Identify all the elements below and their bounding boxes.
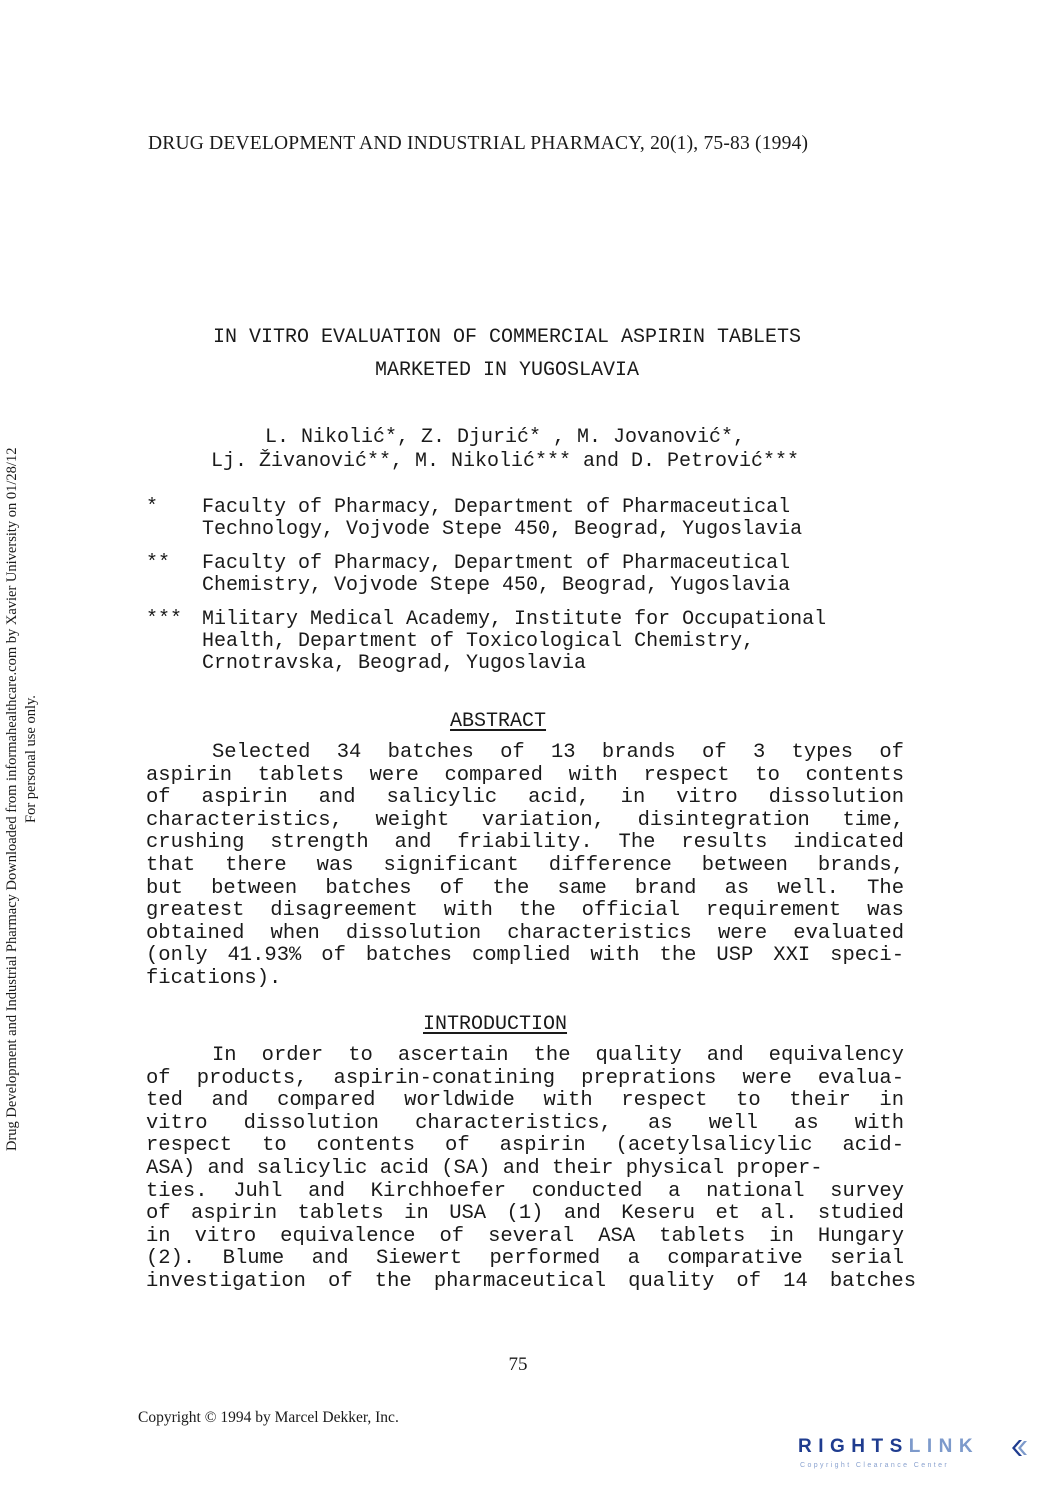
introduction-line: ASA) and salicylic acid (SA) and their physical proper-	[146, 1156, 823, 1180]
authors-line-1: L. Nikolić*, Z. Djurić* , M. Jovanović*,	[264, 426, 746, 449]
journal-header: DRUG DEVELOPMENT AND INDUSTRIAL PHARMACY, 20(1), 75-83 (1994)	[148, 133, 809, 154]
rightslink-subtitle: Copyright Clearance Center	[800, 1462, 950, 1469]
page-number: 75	[508, 1354, 528, 1375]
abstract-line: but between batches of the same brand as well. The	[146, 876, 904, 900]
download-notice: Drug Development and Industrial Pharmacy Downloaded from informahealthcare.com by Xavier University on 01/28/12	[4, 447, 20, 1151]
introduction-line: of aspirin tablets in USA (1) and Keseru et al. studied	[146, 1202, 904, 1226]
affiliation-line: Faculty of Pharmacy, Department of Pharmaceutical	[202, 552, 791, 575]
introduction-line: in vitro equivalence of several ASA tablets in Hungary	[146, 1224, 904, 1248]
abstract-line: obtained when dissolution characteristics were evaluated	[146, 921, 904, 945]
rightslink-logo[interactable]	[798, 1436, 1030, 1476]
introduction-line: (2). Blume and Siewert performed a comparative serial	[146, 1247, 904, 1271]
abstract-line: of aspirin and salicylic acid, in vitro dissolution	[146, 786, 904, 810]
affiliation-mark: *	[146, 496, 159, 519]
rightslink-link-text: LINK	[908, 1436, 980, 1457]
introduction-line: In order to ascertain the quality and equivalency	[212, 1044, 904, 1067]
affiliation-line: Technology, Vojvode Stepe 450, Beograd, Yugoslavia	[202, 518, 803, 541]
affiliation-line: Crnotravska, Beograd, Yugoslavia	[202, 652, 587, 675]
affiliation-mark: ***	[146, 608, 183, 631]
introduction-line: vitro dissolution characteristics, as well as with	[146, 1111, 904, 1135]
abstract-line: fications).	[146, 966, 282, 990]
rightslink-rights-text: RIGHTS	[798, 1436, 909, 1457]
authors-line-2: Lj. Živanović**, M. Nikolić*** and D. Petrović***	[210, 450, 800, 473]
abstract-body	[146, 742, 904, 991]
affiliation-line: Faculty of Pharmacy, Department of Pharmaceutical	[202, 496, 791, 519]
abstract-line: crushing strength and friability. The results indicated	[146, 831, 904, 855]
affiliation-line: Health, Department of Toxicological Chemistry,	[202, 630, 755, 653]
article-title-line-1: IN VITRO EVALUATION OF COMMERCIAL ASPIRIN TABLETS	[212, 326, 802, 349]
abstract-heading: ABSTRACT	[450, 710, 547, 733]
abstract-line: greatest disagreement with the official requirement was	[146, 899, 904, 923]
article-title-line-2: MARKETED IN YUGOSLAVIA	[374, 359, 640, 382]
abstract-line: characteristics, weight variation, disintegration time,	[146, 808, 904, 832]
introduction-line: respect to contents of aspirin (acetylsalicylic acid-	[146, 1134, 904, 1158]
introduction-body	[146, 1044, 916, 1294]
affiliation-mark: **	[146, 552, 171, 575]
introduction-line: of products, aspirin-conatining preprations were evalua-	[146, 1066, 904, 1090]
abstract-line: Selected 34 batches of 13 brands of 3 types of	[212, 741, 904, 764]
copyright-notice: Copyright © 1994 by Marcel Dekker, Inc.	[138, 1409, 399, 1426]
personal-use-notice: For personal use only.	[23, 695, 39, 823]
abstract-line: that there was significant difference between brands,	[146, 853, 904, 877]
introduction-line: ted and compared worldwide with respect to their in	[146, 1089, 904, 1113]
introduction-line: investigation of the pharmaceutical quality of 14 batches	[146, 1269, 916, 1293]
affiliation-line: Chemistry, Vojvode Stepe 450, Beograd, Yugoslavia	[202, 574, 791, 597]
affiliation-line: Military Medical Academy, Institute for Occupational	[202, 608, 827, 631]
rightslink-wordmark	[798, 1436, 979, 1458]
rightslink-arrow-icon	[1010, 1438, 1028, 1458]
abstract-line: (only 41.93% of batches complied with the USP XXI speci-	[146, 944, 904, 968]
abstract-line: aspirin tablets were compared with respect to contents	[146, 763, 904, 787]
introduction-heading: INTRODUCTION	[423, 1013, 568, 1036]
introduction-line: ties. Juhl and Kirchhoefer conducted a national survey	[146, 1179, 904, 1203]
